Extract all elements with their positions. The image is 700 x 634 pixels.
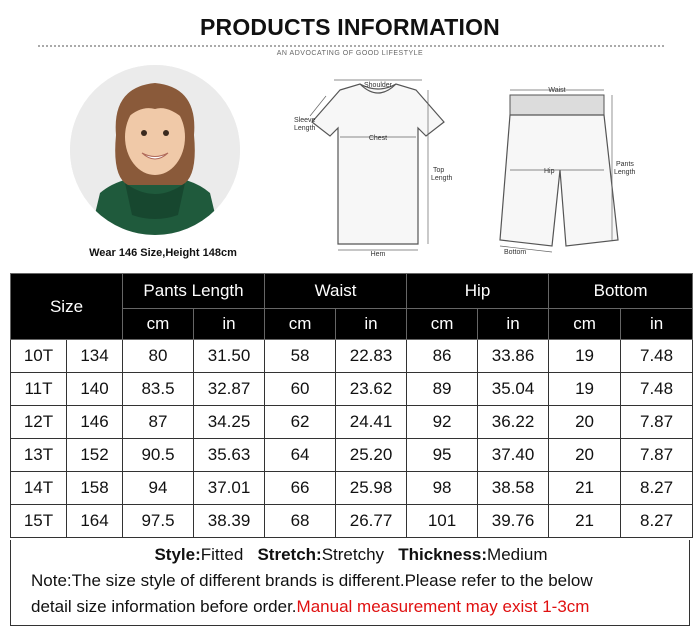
- table-row: [11, 505, 693, 538]
- note-text: detail size information before order.: [31, 597, 297, 616]
- table-cell: 83.5: [123, 373, 194, 406]
- table-row: [11, 340, 693, 373]
- table-cell: 87: [123, 406, 194, 439]
- table-cell: 66: [265, 472, 336, 505]
- table-cell: 7.48: [621, 340, 693, 373]
- table-cell: 7.48: [621, 373, 693, 406]
- table-cell: 20: [549, 406, 621, 439]
- table-row: [11, 472, 693, 505]
- table-cell: 95: [407, 439, 478, 472]
- sleeve-label-2: Length: [294, 125, 316, 132]
- style-label: Style:: [154, 545, 201, 564]
- table-cell: 64: [265, 439, 336, 472]
- unit-header: cm: [123, 309, 194, 340]
- table-cell: 98: [407, 472, 478, 505]
- table-cell: 134: [67, 340, 123, 373]
- page-title: PRODUCTS INFORMATION: [199, 14, 500, 40]
- table-header-row: [11, 274, 693, 309]
- title-divider: [38, 45, 664, 47]
- table-cell: 26.77: [336, 505, 407, 538]
- table-cell: 7.87: [621, 439, 693, 472]
- table-cell: 22.83: [336, 340, 407, 373]
- size-cell: 10T: [11, 340, 67, 373]
- table-cell: 158: [67, 472, 123, 505]
- table-cell: 33.86: [478, 340, 549, 373]
- model-caption: Wear 146 Size,Height 148cm: [89, 247, 237, 259]
- table-cell: 34.25: [194, 406, 265, 439]
- unit-header: cm: [407, 309, 478, 340]
- table-cell: 8.27: [621, 505, 693, 538]
- attributes-line: [11, 545, 691, 565]
- table-cell: 36.22: [478, 406, 549, 439]
- table-cell: 25.98: [336, 472, 407, 505]
- hem-label: Hem: [370, 251, 386, 258]
- table-cell: 146: [67, 406, 123, 439]
- hip-label: Hip: [544, 168, 555, 175]
- waist-header: Waist: [265, 274, 407, 309]
- table-cell: 68: [265, 505, 336, 538]
- table-cell: 24.41: [336, 406, 407, 439]
- thickness-value: Medium: [487, 545, 548, 564]
- table-cell: 19: [549, 340, 621, 373]
- unit-header: in: [621, 309, 693, 340]
- table-cell: 60: [265, 373, 336, 406]
- pants-length-label-1: Pants: [616, 161, 634, 168]
- stretch-label: Stretch:: [257, 545, 322, 564]
- table-cell: 31.50: [194, 340, 265, 373]
- product-details: [10, 540, 690, 626]
- table-cell: 38.58: [478, 472, 549, 505]
- bottom-header: Bottom: [549, 274, 693, 309]
- bottom-label: Bottom: [504, 249, 527, 256]
- top-length-label-2: Length: [431, 175, 453, 182]
- table-cell: 35.04: [478, 373, 549, 406]
- table-cell: 7.87: [621, 406, 693, 439]
- unit-header: in: [336, 309, 407, 340]
- stretch-value: Stretchy: [321, 545, 385, 564]
- table-row: [11, 406, 693, 439]
- size-cell: 14T: [11, 472, 67, 505]
- table-cell: 38.39: [194, 505, 265, 538]
- table-cell: 37.01: [194, 472, 265, 505]
- table-cell: 58: [265, 340, 336, 373]
- table-row: [11, 373, 693, 406]
- table-cell: 94: [123, 472, 194, 505]
- size-table: [10, 273, 693, 538]
- table-cell: 80: [123, 340, 194, 373]
- model-photo: [70, 65, 240, 235]
- unit-header: cm: [549, 309, 621, 340]
- table-cell: 86: [407, 340, 478, 373]
- measurement-warning: Manual measurement may exist 1-3cm: [296, 597, 590, 616]
- style-value: Fitted: [200, 545, 244, 564]
- shorts-diagram: [480, 78, 660, 260]
- top-length-label-1: Top: [433, 167, 445, 174]
- table-cell: 62: [265, 406, 336, 439]
- shoulder-label: Shoulder: [363, 82, 393, 89]
- table-cell: 20: [549, 439, 621, 472]
- size-cell: 13T: [11, 439, 67, 472]
- table-cell: 90.5: [123, 439, 194, 472]
- size-cell: 15T: [11, 505, 67, 538]
- thickness-label: Thickness:: [398, 545, 488, 564]
- unit-header: in: [478, 309, 549, 340]
- table-cell: 39.76: [478, 505, 549, 538]
- table-cell: 92: [407, 406, 478, 439]
- table-cell: 25.20: [336, 439, 407, 472]
- table-cell: 89: [407, 373, 478, 406]
- size-header: Size: [11, 274, 123, 340]
- pants-length-label-2: Length: [614, 169, 636, 176]
- tshirt-diagram: [288, 72, 468, 262]
- size-cell: 11T: [11, 373, 67, 406]
- table-cell: 19: [549, 373, 621, 406]
- table-cell: 8.27: [621, 472, 693, 505]
- size-cell: 12T: [11, 406, 67, 439]
- table-cell: 32.87: [194, 373, 265, 406]
- unit-header: in: [194, 309, 265, 340]
- note-line-2: [31, 597, 700, 617]
- unit-header: cm: [265, 309, 336, 340]
- table-cell: 164: [67, 505, 123, 538]
- table-cell: 101: [407, 505, 478, 538]
- sleeve-label-1: Sleeve: [294, 117, 316, 124]
- table-cell: 152: [67, 439, 123, 472]
- table-cell: 21: [549, 505, 621, 538]
- table-cell: 37.40: [478, 439, 549, 472]
- table-cell: 21: [549, 472, 621, 505]
- table-cell: 35.63: [194, 439, 265, 472]
- table-row: [11, 439, 693, 472]
- hip-header: Hip: [407, 274, 549, 309]
- page-subtitle: AN ADVOCATING OF GOOD LIFESTYLE: [276, 50, 424, 57]
- chest-label: Chest: [368, 135, 388, 142]
- note-line-1: Note:The size style of different brands is different.Please refer to the below: [31, 571, 593, 590]
- table-cell: 97.5: [123, 505, 194, 538]
- pants-length-header: Pants Length: [123, 274, 265, 309]
- table-cell: 140: [67, 373, 123, 406]
- waist-label: Waist: [548, 87, 566, 94]
- table-cell: 23.62: [336, 373, 407, 406]
